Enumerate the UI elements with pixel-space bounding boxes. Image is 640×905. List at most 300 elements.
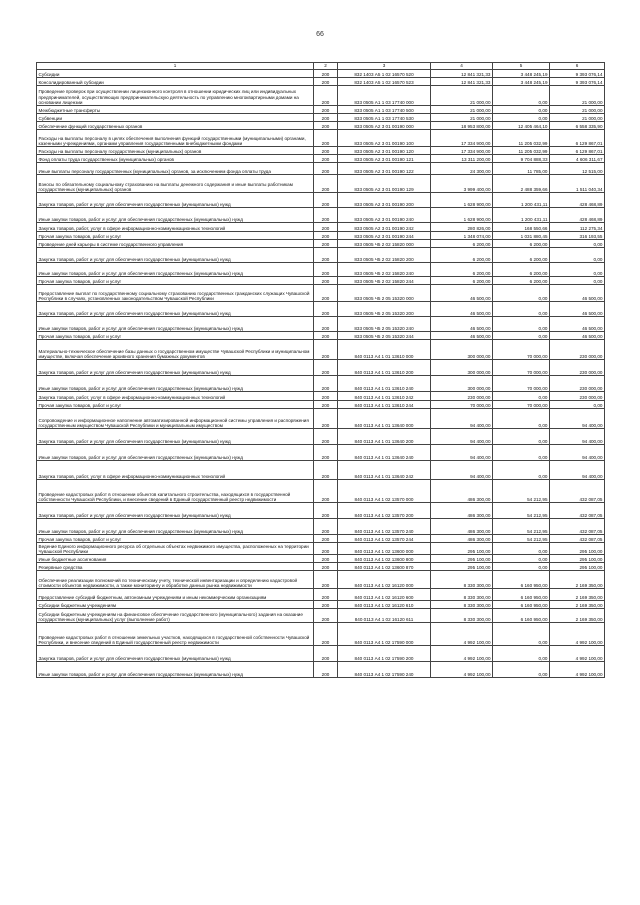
- row-code: 200: [314, 263, 338, 277]
- row-name: Обеспечение реализации полномочий по техническому учету, технической инвентаризации и определению кадастровой стоимости объектов недвижимости, а также мониторингу и обработке данных рынка недвижимости: [37, 571, 314, 589]
- row-executed-amount: 54 212,95: [493, 480, 550, 503]
- row-executed-amount: 6 200,00: [493, 248, 550, 263]
- row-unexecuted-amount: 295 100,00: [550, 563, 605, 571]
- row-code: 200: [314, 563, 338, 571]
- row-executed-amount: 70 000,00: [493, 340, 550, 360]
- row-name: Прочая закупка товаров, работ и услуг: [37, 535, 314, 543]
- row-executed-amount: 0,00: [493, 563, 550, 571]
- row-code: 200: [314, 401, 338, 409]
- row-unexecuted-amount: 46 500,00: [550, 285, 605, 302]
- column-number: 6: [550, 63, 605, 70]
- row-code: 200: [314, 480, 338, 503]
- row-code: 200: [314, 332, 338, 340]
- row-executed-amount: 0,00: [493, 543, 550, 555]
- row-approved-amount: 280 826,00: [431, 223, 493, 232]
- row-approved-amount: 486 300,00: [431, 480, 493, 503]
- row-unexecuted-amount: 112 275,34: [550, 223, 605, 232]
- row-code: 200: [314, 646, 338, 662]
- row-approved-amount: 8 330 300,00: [431, 601, 493, 609]
- row-approved-amount: 295 100,00: [431, 563, 493, 571]
- row-unexecuted-amount: 2 169 350,00: [550, 601, 605, 609]
- row-unexecuted-amount: 9 393 076,14: [550, 70, 605, 78]
- table-row: [37, 543, 605, 555]
- table-row: [37, 401, 605, 409]
- row-unexecuted-amount: 0,00: [550, 277, 605, 285]
- table-row: [37, 589, 605, 601]
- row-name: Проведение кадастровых работ в отношении объектов капитального строительства, находящихся в государственной собственности Чувашской Республики, и внесение сведений в Единый государственный реестр недвижимости: [37, 480, 314, 503]
- budget-execution-table: [36, 62, 605, 678]
- row-kbk: 840 0113 А4 1 01 13610 244: [338, 401, 431, 409]
- row-executed-amount: 6 200,00: [493, 263, 550, 277]
- row-unexecuted-amount: 432 087,05: [550, 535, 605, 543]
- row-name: Расходы на выплаты персоналу государственных (муниципальных) органов: [37, 147, 314, 155]
- table-row: [37, 340, 605, 360]
- table-row: [37, 175, 605, 193]
- row-unexecuted-amount: 230 000,00: [550, 340, 605, 360]
- row-approved-amount: 46 500,00: [431, 302, 493, 317]
- row-approved-amount: 3 999 400,00: [431, 175, 493, 193]
- row-name: Закупка товаров, работ, услуг в сфере информационно-коммуникационных технологий: [37, 392, 314, 401]
- table-row: [37, 193, 605, 208]
- row-unexecuted-amount: 21 000,00: [550, 86, 605, 106]
- row-approved-amount: 4 992 100,00: [431, 662, 493, 678]
- row-kbk: 840 0113 А4 1 02 17590 200: [338, 646, 431, 662]
- row-code: 200: [314, 106, 338, 114]
- row-unexecuted-amount: 0,00: [550, 263, 605, 277]
- row-unexecuted-amount: 12 515,00: [550, 163, 605, 175]
- row-approved-amount: 4 992 100,00: [431, 646, 493, 662]
- row-name: Иные закупки товаров, работ и услуг для обеспечения государственных (муниципальных) нужд: [37, 317, 314, 332]
- row-unexecuted-amount: 94 400,00: [550, 429, 605, 445]
- table-row: [37, 332, 605, 340]
- row-code: 200: [314, 461, 338, 480]
- row-kbk: 832 1403 А5 1 02 16570 523: [338, 78, 431, 86]
- row-approved-amount: 46 500,00: [431, 285, 493, 302]
- row-executed-amount: 54 212,95: [493, 519, 550, 535]
- row-executed-amount: 0,00: [493, 317, 550, 332]
- row-name: Субсидии: [37, 70, 314, 78]
- row-name: Материально-техническое обеспечение базы данных о государственном имуществе Чувашской Республики и муниципальном имуществе, включая обеспечение архивного хранения бумажных документов: [37, 340, 314, 360]
- table-row: [37, 480, 605, 503]
- row-approved-amount: 18 953 800,00: [431, 122, 493, 130]
- row-unexecuted-amount: 4 992 100,00: [550, 646, 605, 662]
- row-kbk: 840 0113 А4 1 01 13610 200: [338, 360, 431, 376]
- row-executed-amount: 3 448 245,19: [493, 78, 550, 86]
- row-executed-amount: 6 200,00: [493, 240, 550, 248]
- row-approved-amount: 295 100,00: [431, 543, 493, 555]
- row-unexecuted-amount: 0,00: [550, 248, 605, 263]
- row-name: Предоставление субсидий бюджетным, автономным учреждениям и иным некоммерческим организациям: [37, 589, 314, 601]
- row-code: 200: [314, 589, 338, 601]
- row-executed-amount: 3 448 245,19: [493, 70, 550, 78]
- row-code: 200: [314, 392, 338, 401]
- row-kbk: 840 0113 А4 1 02 13600 870: [338, 563, 431, 571]
- row-code: 200: [314, 285, 338, 302]
- row-unexecuted-amount: 94 400,00: [550, 461, 605, 480]
- row-unexecuted-amount: 4 992 100,00: [550, 623, 605, 646]
- row-approved-amount: 12 841 321,33: [431, 78, 493, 86]
- table-row: [37, 263, 605, 277]
- column-number: 5: [493, 63, 550, 70]
- row-name: Закупка товаров, работ, услуг в сфере информационно-коммуникационных технологий: [37, 223, 314, 232]
- row-kbk: 840 0113 А4 1 01 13610 000: [338, 340, 431, 360]
- row-executed-amount: 54 212,95: [493, 503, 550, 519]
- row-code: 200: [314, 248, 338, 263]
- row-kbk: 840 0113 А4 1 01 13610 242: [338, 392, 431, 401]
- row-approved-amount: 300 000,00: [431, 360, 493, 376]
- row-name: Иные закупки товаров, работ и услуг для обеспечения государственных (муниципальных) нужд: [37, 208, 314, 223]
- row-name: Иные закупки товаров, работ и услуг для обеспечения государственных (муниципальных) нужд: [37, 519, 314, 535]
- row-kbk: 840 0113 А4 1 02 17590 240: [338, 662, 431, 678]
- row-unexecuted-amount: 6 129 867,01: [550, 130, 605, 147]
- row-kbk: 840 0113 А4 1 01 13640 242: [338, 461, 431, 480]
- row-name: Закупка товаров, работ и услуг для обеспечения государственных (муниципальных) нужд: [37, 646, 314, 662]
- row-name: Проведение дней карьеры в системе государственного управления: [37, 240, 314, 248]
- row-approved-amount: 4 992 100,00: [431, 623, 493, 646]
- row-unexecuted-amount: 6 558 335,90: [550, 122, 605, 130]
- row-executed-amount: 6 200,00: [493, 277, 550, 285]
- row-name: Прочая закупка товаров, работ и услуг: [37, 401, 314, 409]
- row-unexecuted-amount: 295 100,00: [550, 543, 605, 555]
- table-row: [37, 461, 605, 480]
- row-unexecuted-amount: 6 129 867,01: [550, 147, 605, 155]
- row-code: 200: [314, 555, 338, 563]
- row-kbk: 840 0113 А4 1 02 13570 000: [338, 480, 431, 503]
- table-row: [37, 646, 605, 662]
- row-kbk: 833 0505 А2 3 01 00190 121: [338, 155, 431, 163]
- table-row: [37, 376, 605, 392]
- row-name: Закупка товаров, работ и услуг для обеспечения государственных (муниципальных) нужд: [37, 302, 314, 317]
- row-name: Сопровождение и информационное наполнение автоматизированной информационной системы управления и распоряжения государственным имуществом Чувашской Республики и муниципальным имуществом: [37, 409, 314, 429]
- row-approved-amount: 17 334 900,00: [431, 130, 493, 147]
- row-unexecuted-amount: 46 500,00: [550, 302, 605, 317]
- row-name: Ведение Единого информационного ресурса об отдельных объектах недвижимого имущества, расположенных на территории Чувашской Республики: [37, 543, 314, 555]
- row-name: Иные закупки товаров, работ и услуг для обеспечения государственных (муниципальных) нужд: [37, 263, 314, 277]
- column-number: 3: [338, 63, 431, 70]
- row-name: Прочая закупка товаров, работ и услуг: [37, 332, 314, 340]
- row-code: 200: [314, 78, 338, 86]
- row-kbk: 840 0113 А4 1 02 16120 000: [338, 571, 431, 589]
- row-kbk: 833 0505 А2 3 01 00190 244: [338, 232, 431, 240]
- row-code: 200: [314, 147, 338, 155]
- row-code: 200: [314, 175, 338, 193]
- row-code: 200: [314, 208, 338, 223]
- table-row: [37, 86, 605, 106]
- row-code: 200: [314, 623, 338, 646]
- row-unexecuted-amount: 432 087,05: [550, 519, 605, 535]
- row-unexecuted-amount: 0,00: [550, 401, 605, 409]
- row-code: 200: [314, 155, 338, 163]
- row-unexecuted-amount: 2 169 350,00: [550, 571, 605, 589]
- table-row: [37, 114, 605, 122]
- row-unexecuted-amount: 2 169 350,00: [550, 609, 605, 623]
- row-kbk: 840 0113 А4 1 02 13570 240: [338, 519, 431, 535]
- row-executed-amount: 70 000,00: [493, 401, 550, 409]
- row-unexecuted-amount: 46 500,00: [550, 317, 605, 332]
- row-code: 200: [314, 360, 338, 376]
- row-approved-amount: 94 400,00: [431, 409, 493, 429]
- row-executed-amount: 0,00: [493, 623, 550, 646]
- row-kbk: 833 0505 А2 3 01 00190 242: [338, 223, 431, 232]
- row-name: Иные бюджетные ассигнования: [37, 555, 314, 563]
- row-name: Предоставление выплат по государственному социальному страхованию государственных гражданских служащих Чувашской Республики в случаях, установленных законодательством Чувашской Республики: [37, 285, 314, 302]
- row-code: 200: [314, 571, 338, 589]
- row-executed-amount: 0,00: [493, 555, 550, 563]
- row-code: 200: [314, 277, 338, 285]
- row-approved-amount: 230 000,00: [431, 392, 493, 401]
- row-executed-amount: 12 405 464,10: [493, 122, 550, 130]
- row-approved-amount: 94 400,00: [431, 461, 493, 480]
- table-row: [37, 277, 605, 285]
- table-row: [37, 429, 605, 445]
- row-code: 200: [314, 193, 338, 208]
- row-code: 200: [314, 114, 338, 122]
- row-code: 200: [314, 302, 338, 317]
- table-row: [37, 78, 605, 86]
- row-name: Проведение кадастровых работ в отношении земельных участков, находящихся в государственной собственности Чувашской Республики, и внесение сведений в Единый государственный реестр недвижимости: [37, 623, 314, 646]
- row-kbk: 840 0113 А4 1 02 13570 200: [338, 503, 431, 519]
- row-executed-amount: 6 160 950,00: [493, 601, 550, 609]
- row-approved-amount: 94 400,00: [431, 429, 493, 445]
- row-code: 200: [314, 340, 338, 360]
- table-row: [37, 163, 605, 175]
- table-row: [37, 445, 605, 461]
- row-name: Иные закупки товаров, работ и услуг для обеспечения государственных (муниципальных) нужд: [37, 376, 314, 392]
- row-executed-amount: 0,00: [493, 86, 550, 106]
- table-row: [37, 208, 605, 223]
- row-unexecuted-amount: 0,00: [550, 240, 605, 248]
- row-unexecuted-amount: 432 087,05: [550, 503, 605, 519]
- row-approved-amount: 8 330 300,00: [431, 609, 493, 623]
- row-kbk: 833 0505 Ч5 2 05 15320 240: [338, 317, 431, 332]
- table-row: [37, 122, 605, 130]
- row-kbk: 840 0113 А4 1 02 16120 610: [338, 601, 431, 609]
- row-code: 200: [314, 409, 338, 429]
- table-row: [37, 555, 605, 563]
- table-row: [37, 535, 605, 543]
- table-row: [37, 623, 605, 646]
- row-name: Иные выплаты персоналу государственных (муниципальных) органов, за исключением фонда оплаты труда: [37, 163, 314, 175]
- row-unexecuted-amount: 295 100,00: [550, 555, 605, 563]
- row-kbk: 833 0505 А2 3 01 00190 122: [338, 163, 431, 175]
- row-approved-amount: 8 330 300,00: [431, 571, 493, 589]
- row-name: Прочая закупка товаров, работ и услуг: [37, 277, 314, 285]
- row-approved-amount: 6 200,00: [431, 248, 493, 263]
- row-name: Консолидированный субсидии: [37, 78, 314, 86]
- row-unexecuted-amount: 316 193,55: [550, 232, 605, 240]
- row-name: Закупка товаров, работ и услуг для обеспечения государственных (муниципальных) нужд: [37, 503, 314, 519]
- row-approved-amount: 24 300,00: [431, 163, 493, 175]
- row-approved-amount: 486 300,00: [431, 503, 493, 519]
- row-name: Закупка товаров, работ и услуг для обеспечения государственных (муниципальных) нужд: [37, 429, 314, 445]
- row-approved-amount: 13 311 200,00: [431, 155, 493, 163]
- row-executed-amount: 6 160 950,00: [493, 589, 550, 601]
- row-name: Фонд оплаты труда государственных (муниципальных) органов: [37, 155, 314, 163]
- column-number: 2: [314, 63, 338, 70]
- row-approved-amount: 1 628 900,00: [431, 208, 493, 223]
- row-approved-amount: 70 000,00: [431, 401, 493, 409]
- table-row: [37, 519, 605, 535]
- row-name: Закупка товаров, работ и услуг для обеспечения государственных (муниципальных) нужд: [37, 193, 314, 208]
- row-kbk: 833 0505 А2 3 01 00190 240: [338, 208, 431, 223]
- table-row: [37, 601, 605, 609]
- row-name: Закупка товаров, работ, услуг в сфере информационно-коммуникационных технологий: [37, 461, 314, 480]
- row-approved-amount: 8 330 300,00: [431, 589, 493, 601]
- row-executed-amount: 168 550,66: [493, 223, 550, 232]
- row-unexecuted-amount: 46 500,00: [550, 332, 605, 340]
- row-approved-amount: 21 000,00: [431, 114, 493, 122]
- row-name: Взносы по обязательному социальному страхованию на выплаты денежного содержания и иные выплаты работникам государственных (муниципальных) органов: [37, 175, 314, 193]
- row-approved-amount: 46 500,00: [431, 332, 493, 340]
- page-number: 66: [316, 31, 324, 38]
- row-executed-amount: 0,00: [493, 461, 550, 480]
- row-kbk: 833 0505 Ч5 2 02 15820 000: [338, 240, 431, 248]
- row-approved-amount: 486 300,00: [431, 519, 493, 535]
- row-approved-amount: 6 200,00: [431, 263, 493, 277]
- table-row: [37, 106, 605, 114]
- row-unexecuted-amount: 230 000,00: [550, 376, 605, 392]
- row-kbk: 833 0505 А1 1 03 17740 530: [338, 114, 431, 122]
- table-row: [37, 503, 605, 519]
- row-kbk: 833 0505 Ч5 2 02 15820 200: [338, 248, 431, 263]
- row-kbk: 833 0505 А2 3 01 00190 120: [338, 147, 431, 155]
- column-number: 4: [431, 63, 493, 70]
- row-approved-amount: 1 628 900,00: [431, 193, 493, 208]
- row-approved-amount: 94 400,00: [431, 445, 493, 461]
- row-unexecuted-amount: 1 511 040,34: [550, 175, 605, 193]
- row-kbk: 833 0505 А1 1 03 17740 000: [338, 86, 431, 106]
- row-name: Расходы на выплаты персоналу в целях обеспечения выполнения функций государственными (муниципальными) органами, казенными учреждениями, органами управления государственными внебюджетными фондами: [37, 130, 314, 147]
- row-executed-amount: 11 205 032,99: [493, 147, 550, 155]
- row-code: 200: [314, 86, 338, 106]
- row-executed-amount: 11 205 032,99: [493, 130, 550, 147]
- table-row: [37, 130, 605, 147]
- row-unexecuted-amount: 4 606 311,67: [550, 155, 605, 163]
- row-executed-amount: 6 160 950,00: [493, 571, 550, 589]
- row-code: 200: [314, 543, 338, 555]
- row-executed-amount: 0,00: [493, 114, 550, 122]
- row-name: Обеспечение функций государственных органов: [37, 122, 314, 130]
- row-executed-amount: 6 160 950,00: [493, 609, 550, 623]
- row-name: Резервные средства: [37, 563, 314, 571]
- row-executed-amount: 1 200 431,11: [493, 208, 550, 223]
- row-executed-amount: 0,00: [493, 429, 550, 445]
- row-name: Межбюджетные трансферты: [37, 106, 314, 114]
- table-row: [37, 302, 605, 317]
- row-code: 200: [314, 519, 338, 535]
- row-kbk: 833 0505 А2 3 01 00190 100: [338, 130, 431, 147]
- row-kbk: 833 0505 Ч5 2 05 15320 000: [338, 285, 431, 302]
- row-code: 200: [314, 609, 338, 623]
- row-approved-amount: 17 334 900,00: [431, 147, 493, 155]
- row-kbk: 833 0505 А2 3 01 00190 129: [338, 175, 431, 193]
- row-unexecuted-amount: 21 000,00: [550, 106, 605, 114]
- row-executed-amount: 0,00: [493, 106, 550, 114]
- table-row: [37, 409, 605, 429]
- table-row: [37, 223, 605, 232]
- column-number: 1: [37, 63, 314, 70]
- table-row: [37, 155, 605, 163]
- table-row: [37, 317, 605, 332]
- row-code: 200: [314, 130, 338, 147]
- row-code: 200: [314, 535, 338, 543]
- row-kbk: 840 0113 А4 1 02 13600 800: [338, 555, 431, 563]
- row-unexecuted-amount: 230 000,00: [550, 360, 605, 376]
- row-kbk: 840 0113 А4 1 01 13610 240: [338, 376, 431, 392]
- row-name: Субвенции: [37, 114, 314, 122]
- row-kbk: 840 0113 А4 1 02 13570 244: [338, 535, 431, 543]
- row-executed-amount: 70 000,00: [493, 360, 550, 376]
- table-row: [37, 360, 605, 376]
- row-executed-amount: 1 031 880,45: [493, 232, 550, 240]
- row-executed-amount: 0,00: [493, 392, 550, 401]
- row-unexecuted-amount: 9 393 076,14: [550, 78, 605, 86]
- row-code: 200: [314, 445, 338, 461]
- row-approved-amount: 300 000,00: [431, 376, 493, 392]
- row-approved-amount: 300 000,00: [431, 340, 493, 360]
- row-code: 200: [314, 240, 338, 248]
- row-approved-amount: 12 841 321,33: [431, 70, 493, 78]
- row-code: 200: [314, 429, 338, 445]
- row-code: 200: [314, 317, 338, 332]
- row-executed-amount: 9 704 888,33: [493, 155, 550, 163]
- table-row: [37, 285, 605, 302]
- row-executed-amount: 0,00: [493, 302, 550, 317]
- row-kbk: 832 1403 А5 1 02 16570 520: [338, 70, 431, 78]
- row-code: 200: [314, 503, 338, 519]
- row-code: 200: [314, 122, 338, 130]
- row-executed-amount: 0,00: [493, 332, 550, 340]
- row-code: 200: [314, 662, 338, 678]
- row-unexecuted-amount: 94 400,00: [550, 445, 605, 461]
- row-name: Проведение проверок при осуществлении лицензионного контроля в отношении юридических лиц или индивидуальных предпринимателей, осуществляющих предпринимательскую деятельность по управлению многоквартирными домами на основании лицензии: [37, 86, 314, 106]
- row-code: 200: [314, 163, 338, 175]
- row-kbk: 833 0505 Ч5 2 02 15820 240: [338, 263, 431, 277]
- row-code: 200: [314, 223, 338, 232]
- row-approved-amount: 1 348 074,00: [431, 232, 493, 240]
- row-name: Субсидии бюджетным учреждениям: [37, 601, 314, 609]
- row-kbk: 833 0505 А2 3 01 00190 200: [338, 193, 431, 208]
- row-kbk: 840 0113 А4 1 01 13640 200: [338, 429, 431, 445]
- row-approved-amount: 21 000,00: [431, 106, 493, 114]
- row-approved-amount: 46 500,00: [431, 317, 493, 332]
- row-executed-amount: 70 000,00: [493, 376, 550, 392]
- row-unexecuted-amount: 428 468,89: [550, 208, 605, 223]
- row-kbk: 840 0113 А4 1 02 13600 000: [338, 543, 431, 555]
- table-row: [37, 392, 605, 401]
- row-approved-amount: 21 000,00: [431, 86, 493, 106]
- row-code: 200: [314, 232, 338, 240]
- row-unexecuted-amount: 428 468,89: [550, 193, 605, 208]
- row-approved-amount: 6 200,00: [431, 240, 493, 248]
- row-kbk: 840 0113 А4 1 02 16120 611: [338, 609, 431, 623]
- row-code: 200: [314, 70, 338, 78]
- row-unexecuted-amount: 94 400,00: [550, 409, 605, 429]
- row-executed-amount: 0,00: [493, 409, 550, 429]
- row-kbk: 840 0113 А4 1 01 13640 000: [338, 409, 431, 429]
- row-kbk: 840 0113 А4 1 02 16120 600: [338, 589, 431, 601]
- row-executed-amount: 0,00: [493, 662, 550, 678]
- row-executed-amount: 11 785,00: [493, 163, 550, 175]
- row-unexecuted-amount: 4 992 100,00: [550, 662, 605, 678]
- row-executed-amount: 54 212,95: [493, 535, 550, 543]
- row-executed-amount: 0,00: [493, 285, 550, 302]
- row-unexecuted-amount: 2 169 350,00: [550, 589, 605, 601]
- row-kbk: 840 0113 А4 1 02 17590 000: [338, 623, 431, 646]
- table-row: [37, 563, 605, 571]
- row-approved-amount: 6 200,00: [431, 277, 493, 285]
- row-executed-amount: 0,00: [493, 646, 550, 662]
